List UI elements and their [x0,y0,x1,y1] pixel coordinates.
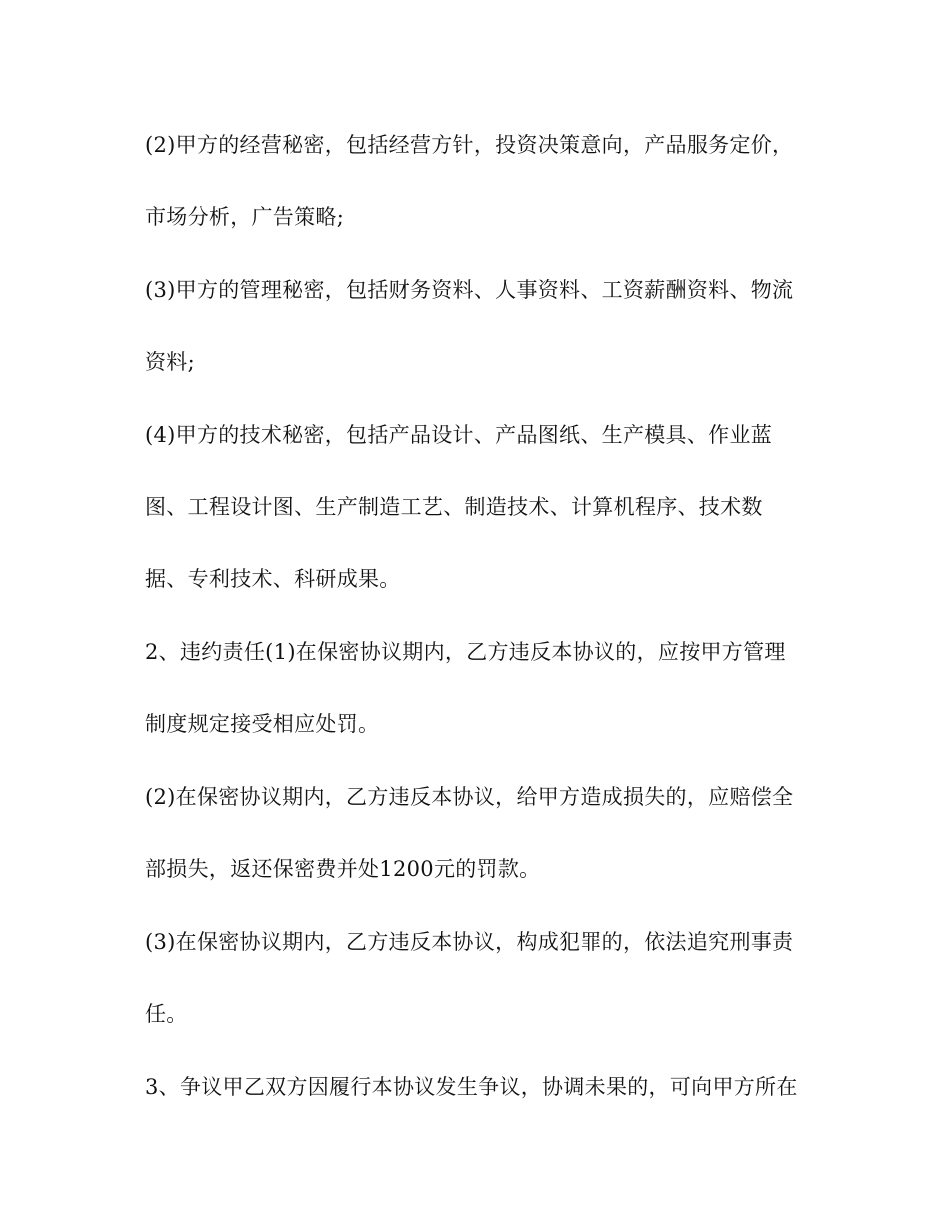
text-line: (4)甲方的技术秘密，包括产品设计、产品图纸、生产模具、作业蓝 [145,423,773,447]
text-line: (3)在保密协议期内，乙方违反本协议，构成犯罪的，依法追究刑事责 [145,930,794,954]
text-line: 制度规定接受相应处罚。 [145,712,380,736]
text-line: (2)在保密协议期内，乙方违反本协议，给甲方造成损失的，应赔偿全 [145,785,794,809]
text-line: 据、专利技术、科研成果。 [145,567,401,591]
text-line: 3、争议甲乙双方因履行本协议发生争议，协调未果的，可向甲方所在 [145,1075,798,1099]
text-line: 市场分析，广告策略; [145,205,345,229]
text-line: 2、违约责任(1)在保密协议期内，乙方违反本协议的，应按甲方管理 [145,640,786,664]
text-line: (2)甲方的经营秘密，包括经营方针，投资决策意向，产品服务定价， [145,133,794,157]
text-line: 任。 [145,1002,188,1026]
text-line: 图、工程设计图、生产制造工艺、制造技术、计算机程序、技术数 [145,495,763,519]
text-line: 资料; [145,350,195,374]
text-line: 部损失，返还保密费并处1200元的罚款。 [145,857,541,881]
text-line: (3)甲方的管理秘密，包括财务资料、人事资料、工资薪酬资料、物流 [145,278,794,302]
